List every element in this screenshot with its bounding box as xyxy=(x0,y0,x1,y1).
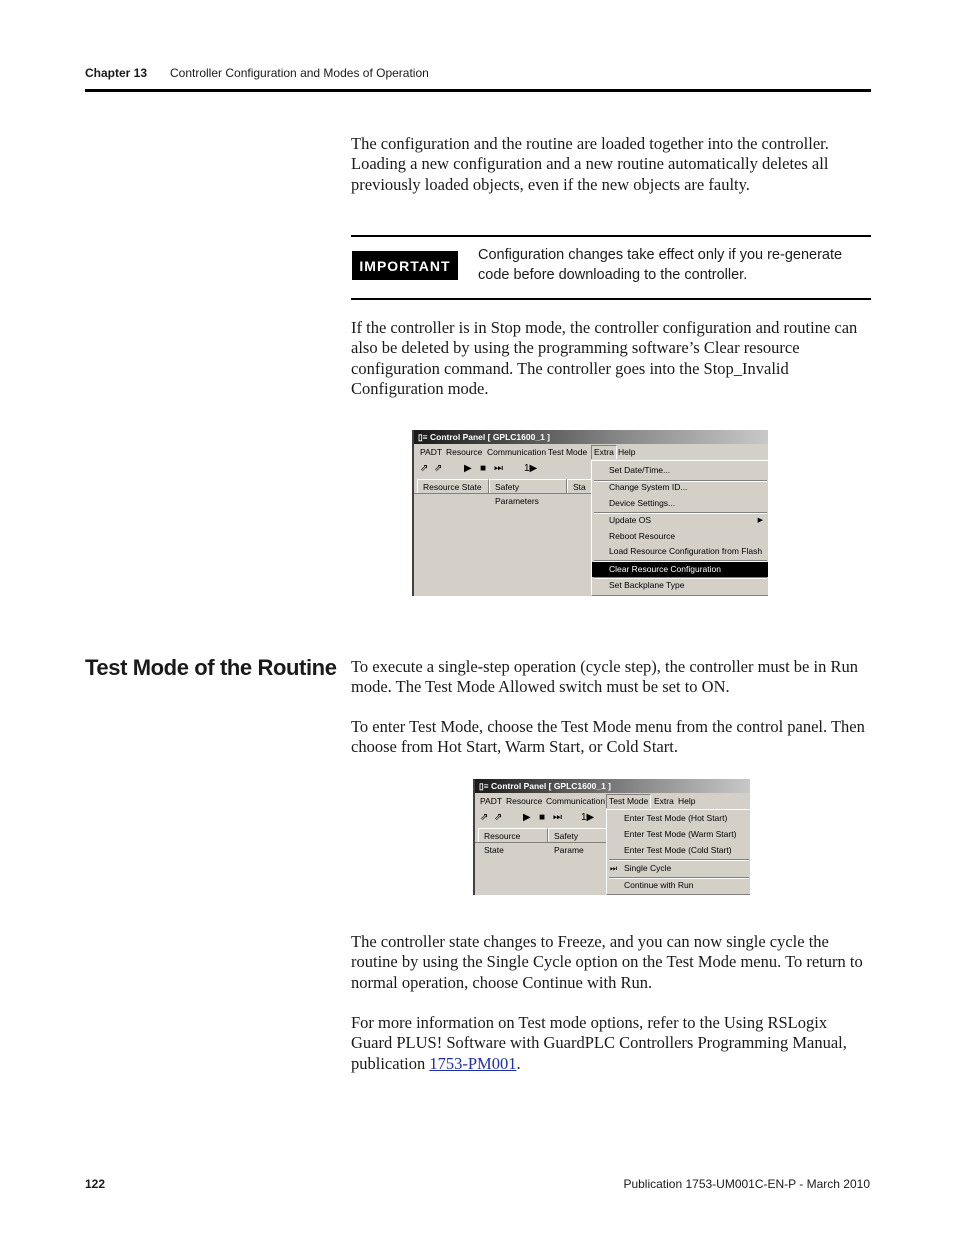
menu-padt[interactable]: PADT xyxy=(480,796,503,806)
paragraph-config-loading: The configuration and the routine are loaded together into the controller. Loading a new configuration and a new routine automatically deletes all previously loaded objects, even if the new objects are faulty. xyxy=(351,134,829,194)
stop-icon[interactable]: ■ xyxy=(539,812,546,823)
single-cycle-icon: ⏭ xyxy=(610,864,618,873)
publication-info: Publication 1753-UM001C-EN-P - March 2010 xyxy=(623,1177,870,1191)
app-icon: ▯≡ xyxy=(418,432,428,442)
tab-safety-parameters[interactable]: Safety Parame xyxy=(548,828,608,842)
tab-safety-parameters[interactable]: Safety Parameters xyxy=(489,479,567,493)
menu-padt[interactable]: PADT xyxy=(420,447,443,457)
more-info-end: . xyxy=(516,1053,521,1073)
step-icon[interactable]: 1▶ xyxy=(581,812,595,823)
app-icon: ▯≡ xyxy=(479,781,489,791)
important-badge: IMPORTANT xyxy=(352,251,458,280)
window-title: Control Panel [ GPLC1600_1 ] xyxy=(430,432,550,442)
more-info-text: For more information on Test mode options, refer to the Using RSLogix Guard PLUS! Software with GuardPLC Controllers Programming Manual, publication xyxy=(351,1013,847,1073)
menu-item-update-os[interactable] xyxy=(592,513,768,528)
run-icon[interactable]: ▶ xyxy=(464,463,472,474)
menu-item-load-config-flash[interactable]: Load Resource Configuration from Flash xyxy=(609,546,763,556)
menu-item-label: Update OS xyxy=(609,515,652,525)
menu-extra[interactable]: Extra xyxy=(654,796,674,806)
control-panel-screenshot-extra xyxy=(412,430,768,596)
menu-extra[interactable]: Extra xyxy=(591,445,617,459)
window-title: Control Panel [ GPLC1600_1 ] xyxy=(491,781,611,791)
tab-resource-state[interactable]: Resource State xyxy=(417,479,489,493)
chapter-title: Controller Configuration and Modes of Operation xyxy=(170,66,429,80)
menu-resource[interactable]: Resource xyxy=(446,447,483,457)
paragraph-enter-test-mode: To enter Test Mode, choose the Test Mode menu from the control panel. Then choose from Hot Start, Warm Start, or Cold Start. xyxy=(351,717,865,757)
important-text: Configuration changes take effect only if you re-generate code before downloading to the controller. xyxy=(478,247,843,283)
run-icon[interactable]: ▶ xyxy=(523,812,531,823)
menu-item-continue-with-run[interactable]: Continue with Run xyxy=(624,880,694,890)
menu-item-warm-start[interactable]: Enter Test Mode (Warm Start) xyxy=(624,829,737,839)
menu-item-change-system-id[interactable]: Change System ID... xyxy=(609,482,688,492)
important-top-rule xyxy=(351,235,871,237)
paragraph-freeze-state: The controller state changes to Freeze, and you can now single cycle the routine by using the Single Cycle option on the Test Mode menu. To return to normal operation, choose Continue with Run. xyxy=(351,932,863,992)
menu-test-mode[interactable]: Test Mode xyxy=(548,447,588,457)
control-panel-screenshot-test-mode xyxy=(473,779,750,895)
connect-icon[interactable]: ⇗ xyxy=(480,812,489,823)
publication-link[interactable]: 1753-PM001 xyxy=(429,1053,517,1073)
step-icon[interactable]: 1▶ xyxy=(524,463,538,474)
header-rule xyxy=(85,89,871,92)
window-titlebar xyxy=(475,779,750,793)
disconnect-icon[interactable]: ⇗ xyxy=(434,463,443,474)
menu-resource[interactable]: Resource xyxy=(506,796,543,806)
menu-test-mode[interactable]: Test Mode xyxy=(606,794,651,808)
menu-help[interactable]: Help xyxy=(678,796,696,806)
menu-item-device-settings[interactable]: Device Settings... xyxy=(609,498,676,508)
menubar xyxy=(475,795,750,808)
connect-icon[interactable]: ⇗ xyxy=(420,463,429,474)
page-number: 122 xyxy=(85,1177,106,1191)
menu-item-clear-resource-configuration[interactable]: Clear Resource Configuration xyxy=(592,562,768,577)
window-titlebar xyxy=(414,430,768,444)
stop-icon[interactable]: ■ xyxy=(480,463,487,474)
tab-resource-state[interactable]: Resource State xyxy=(478,828,548,842)
tab-status-truncated[interactable]: Sta xyxy=(567,479,597,493)
extra-menu-dropdown xyxy=(591,460,768,596)
single-cycle-icon[interactable]: ⏭ xyxy=(494,463,503,474)
paragraph-single-step: To execute a single-step operation (cycle step), the controller must be in Run mode. The Test Mode Allowed switch must be set to ON. xyxy=(351,657,858,697)
submenu-arrow-icon: ▶ xyxy=(757,517,763,524)
test-mode-menu-dropdown xyxy=(606,809,750,895)
menu-communication[interactable]: Communication xyxy=(487,447,547,457)
disconnect-icon[interactable]: ⇗ xyxy=(494,812,503,823)
menu-item-reboot-resource[interactable]: Reboot Resource xyxy=(609,531,676,541)
single-cycle-icon[interactable]: ⏭ xyxy=(553,812,562,823)
chapter-label: Chapter 13 xyxy=(85,66,148,80)
menu-help[interactable]: Help xyxy=(618,447,636,457)
menu-communication[interactable]: Communication xyxy=(546,796,606,806)
section-heading: Test Mode of the Routine xyxy=(85,655,337,680)
menu-item-single-cycle[interactable] xyxy=(607,861,750,876)
important-bottom-rule xyxy=(351,298,871,300)
menu-item-set-backplane-type[interactable]: Set Backplane Type xyxy=(609,580,685,590)
menu-item-cold-start[interactable]: Enter Test Mode (Cold Start) xyxy=(624,845,732,855)
paragraph-more-info xyxy=(351,1013,871,1074)
menu-item-set-date-time[interactable]: Set Date/Time... xyxy=(609,465,671,475)
menu-item-hot-start[interactable]: Enter Test Mode (Hot Start) xyxy=(624,813,728,823)
paragraph-clear-resource: If the controller is in Stop mode, the controller configuration and routine can also be deleted by using the programming software’s Clear resource configuration command. The controller goes into the Stop_Invalid Configuration mode. xyxy=(351,318,858,398)
menu-item-label: Single Cycle xyxy=(624,863,672,873)
menubar xyxy=(414,446,768,459)
